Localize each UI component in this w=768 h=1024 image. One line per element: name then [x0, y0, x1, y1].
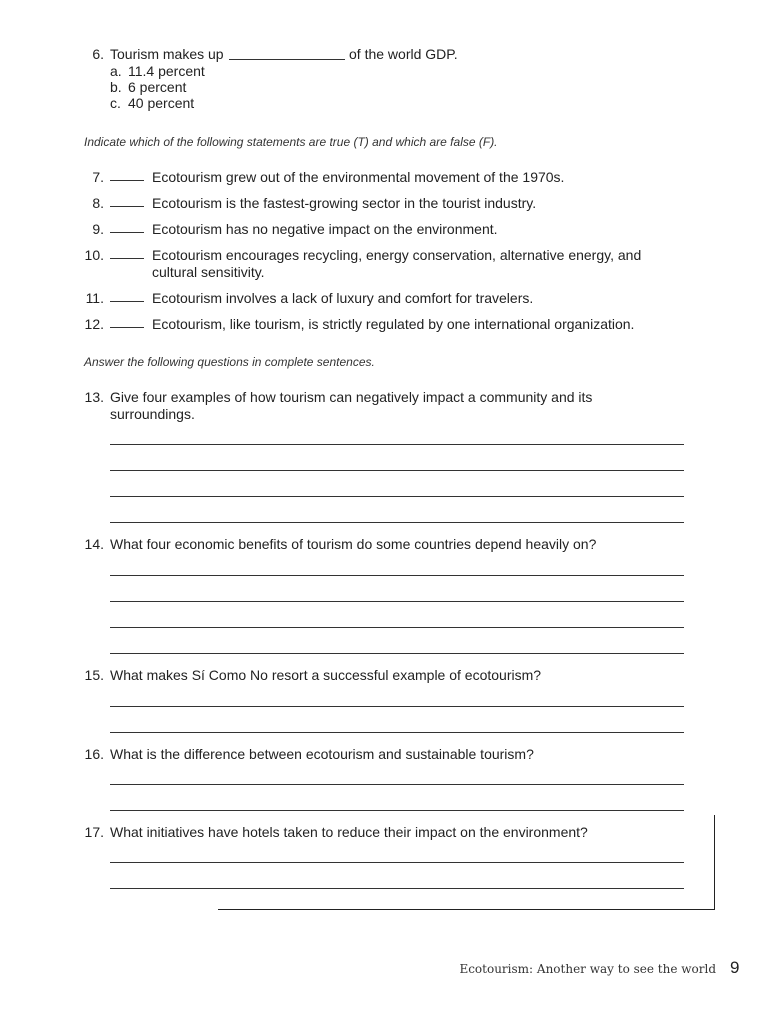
true-false-instructions: Indicate which of the following statements are true (T) and which are false (F).	[84, 135, 498, 149]
border-vertical-rule	[714, 815, 715, 910]
answer-line[interactable]	[110, 784, 684, 785]
question-text: What initiatives have hotels taken to reduce their impact on the environment?	[110, 824, 588, 840]
item-text: Ecotourism has no negative impact on the environment.	[152, 221, 498, 237]
answer-line[interactable]	[110, 444, 684, 445]
item-number: 7.	[92, 169, 104, 185]
answer-line[interactable]	[110, 706, 684, 707]
question-6-prefix: Tourism makes up	[110, 46, 224, 62]
item-text: Ecotourism is the fastest-growing sector in the tourist industry.	[152, 195, 537, 211]
answer-line[interactable]	[110, 653, 684, 654]
fill-in-blank[interactable]	[229, 59, 345, 60]
item-text: Ecotourism grew out of the environmental movement of the 1970s.	[152, 169, 565, 185]
question-text: What four economic benefits of tourism do some countries depend heavily on?	[110, 536, 597, 552]
answer-line[interactable]	[110, 575, 684, 576]
answer-blank[interactable]	[110, 258, 144, 259]
answer-line[interactable]	[110, 862, 684, 863]
item-number: 11.	[85, 290, 104, 306]
answer-line[interactable]	[110, 732, 684, 733]
question-number: 6.	[92, 46, 104, 62]
question-number: 16.	[84, 746, 104, 762]
answer-blank[interactable]	[110, 327, 144, 328]
option-text: 6 percent	[128, 79, 187, 95]
answer-line[interactable]	[110, 601, 684, 602]
item-text: Ecotourism encourages recycling, energy conservation, alternative energy, and cultural sensitivity.	[152, 247, 642, 280]
option-letter: c.	[110, 95, 121, 111]
question-text: What is the difference between ecotourism and sustainable tourism?	[110, 746, 534, 762]
answer-blank[interactable]	[110, 206, 144, 207]
item-text: Ecotourism, like tourism, is strictly regulated by one international organization.	[152, 316, 635, 332]
answer-blank[interactable]	[110, 301, 144, 302]
option-letter: b.	[110, 79, 122, 95]
question-number: 13.	[84, 389, 104, 405]
answer-blank[interactable]	[110, 232, 144, 233]
answer-line[interactable]	[110, 810, 684, 811]
question-number: 15.	[84, 667, 104, 683]
answer-line[interactable]	[110, 627, 684, 628]
page-number: 9	[730, 958, 740, 977]
answer-line[interactable]	[110, 496, 684, 497]
question-number: 17.	[84, 824, 104, 840]
question-text: What makes Sí Como No resort a successful example of ecotourism?	[110, 667, 542, 683]
item-number: 8.	[92, 195, 104, 211]
answer-line[interactable]	[110, 522, 684, 523]
question-6-suffix: of the world GDP.	[349, 46, 458, 62]
option-letter: a.	[110, 63, 122, 79]
answer-line[interactable]	[110, 470, 684, 471]
answer-blank[interactable]	[110, 180, 144, 181]
answer-line[interactable]	[110, 888, 684, 889]
item-number: 12.	[84, 316, 104, 332]
border-horizontal-rule	[218, 909, 715, 910]
option-text: 40 percent	[128, 95, 195, 111]
question-text: Give four examples of how tourism can negatively impact a community and its surroundings.	[110, 389, 593, 422]
footer-title: Ecotourism: Another way to see the world	[459, 962, 716, 976]
question-number: 14.	[84, 536, 104, 552]
item-number: 9.	[92, 221, 104, 237]
sentences-instructions: Answer the following questions in complete sentences.	[84, 355, 375, 369]
option-text: 11.4 percent	[128, 63, 205, 79]
item-text: Ecotourism involves a lack of luxury and comfort for travelers.	[152, 290, 534, 306]
item-number: 10.	[84, 247, 104, 263]
